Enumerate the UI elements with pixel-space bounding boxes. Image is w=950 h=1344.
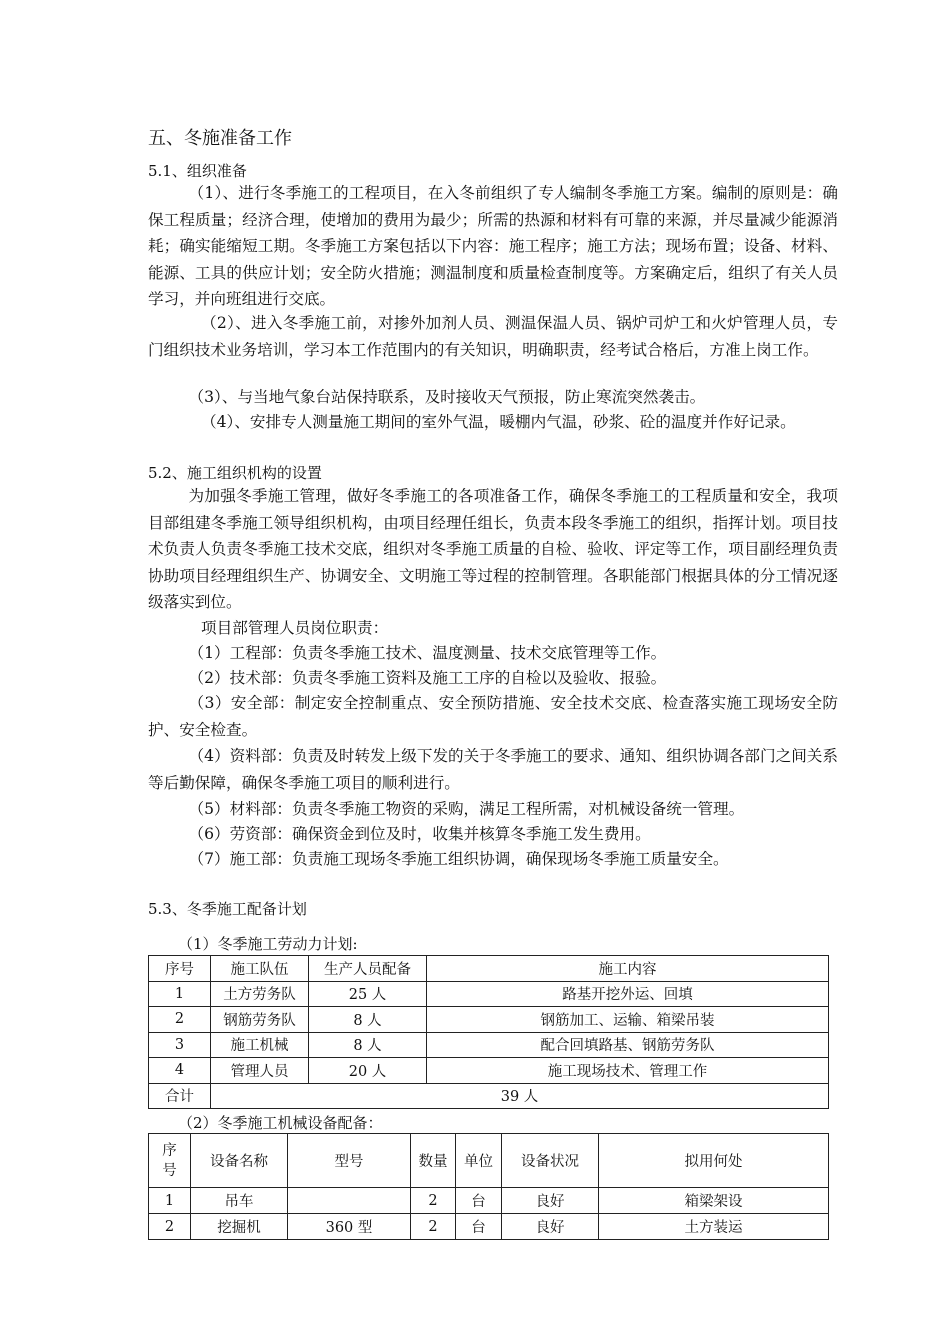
header-cell: 序号 bbox=[149, 956, 211, 982]
table-cell: 25 人 bbox=[309, 981, 427, 1007]
table-row bbox=[149, 1214, 829, 1240]
table-row bbox=[149, 1007, 829, 1033]
paragraph-5-1-2: （2）、进入冬季施工前，对掺外加剂人员、测温保温人员、锅炉司炉工和火炉管理人员，专门组织技术业务培训，学习本工作范围内的有关知识，明确职责，经考试合格后，方准上岗工作。 bbox=[148, 314, 838, 359]
duty-documents: （4）资料部：负责及时转发上级下发的关于冬季施工的要求、通知、组织协调各部门之间关系等后勤保障，确保冬季施工项目的顺利进行。 bbox=[148, 747, 838, 792]
header-cell: 拟用何处 bbox=[599, 1134, 829, 1188]
header-cell: 施工内容 bbox=[427, 956, 829, 982]
header-cell: 单位 bbox=[456, 1134, 502, 1188]
paragraph-5-2-1: 为加强冬季施工管理，做好冬季施工的各项准备工作，确保冬季施工的工程质量和安全，我项目部组建冬季施工领导组织机构，由项目经理任组长，负责本段冬季施工的组织，指挥计划。项目技术负责人负责冬季施工技术交底，组织对冬季施工质量的自检、验收、评定等工作，项目副经理负责协助项目经理组织生产、协调安全、文明施工等过程的控制管理。各职能部门根据具体的分工情况逐级落实到位。 bbox=[148, 487, 838, 611]
table-row bbox=[149, 1058, 829, 1084]
header-cell: 生产人员配备 bbox=[309, 956, 427, 982]
table-cell bbox=[288, 1188, 411, 1214]
table-cell: 1 bbox=[149, 981, 211, 1007]
table-header-row bbox=[149, 956, 829, 982]
table-cell: 土方装运 bbox=[599, 1214, 829, 1240]
paragraph-5-1-1: （1）、进行冬季施工的工程项目，在入冬前组织了专人编制冬季施工方案。编制的原则是：确保工程质量；经济合理，使增加的费用为最少；所需的热源和材料有可靠的来源，并尽量减少能源消耗；确实能缩短工期。冬季施工方案包括以下内容：施工程序；施工方法；现场布置；设备、材料、能源、工具的供应计划；安全防火措施；测温制度和质量检查制度等。方案确定后，组织了有关人员学习，并向班组进行交底。 bbox=[148, 184, 838, 308]
table-cell: 2 bbox=[411, 1214, 456, 1240]
table-cell: 2 bbox=[149, 1214, 191, 1240]
table-cell: 3 bbox=[149, 1032, 211, 1058]
paragraph-5-1-4: （4）、安排专人测量施工期间的室外气温，暖棚内气温，砂浆、砼的温度并作好记录。 bbox=[201, 413, 796, 431]
table-row bbox=[149, 981, 829, 1007]
duty-safety: （3）安全部：制定安全控制重点、安全预防措施、安全技术交底、检查落实施工现场安全防护、安全检查。 bbox=[148, 694, 838, 739]
duty-materials: （5）材料部：负责冬季施工物资的采购，满足工程所需，对机械设备统一管理。 bbox=[188, 800, 745, 818]
table-cell: 施工机械 bbox=[211, 1032, 309, 1058]
table-row bbox=[149, 1188, 829, 1214]
table-cell: 钢筋劳务队 bbox=[211, 1007, 309, 1033]
heading-5-2: 5.2、施工组织机构的设置 bbox=[148, 464, 322, 482]
table-cell: 良好 bbox=[502, 1188, 599, 1214]
table-cell: 良好 bbox=[502, 1214, 599, 1240]
table-cell: 路基开挖外运、回填 bbox=[427, 981, 829, 1007]
table-cell: 8 人 bbox=[309, 1007, 427, 1033]
table-cell: 管理人员 bbox=[211, 1058, 309, 1084]
table-cell: 2 bbox=[411, 1188, 456, 1214]
header-cell: 设备状况 bbox=[502, 1134, 599, 1188]
duty-engineering: （1）工程部：负责冬季施工技术、温度测量、技术交底管理等工作。 bbox=[188, 644, 667, 662]
heading-5-3: 5.3、冬季施工配备计划 bbox=[148, 900, 307, 918]
table-cell: 施工现场技术、管理工作 bbox=[427, 1058, 829, 1084]
table-cell: 20 人 bbox=[309, 1058, 427, 1084]
table-cell: 钢筋加工、运输、箱梁吊装 bbox=[427, 1007, 829, 1033]
table-cell: 4 bbox=[149, 1058, 211, 1084]
paragraph-5-1-3: （3）、与当地气象台站保持联系，及时接收天气预报，防止寒流突然袭击。 bbox=[188, 388, 706, 406]
header-cell: 设备名称 bbox=[191, 1134, 288, 1188]
header-cell: 型号 bbox=[288, 1134, 411, 1188]
total-value: 39 人 bbox=[211, 1083, 829, 1109]
table-cell: 挖掘机 bbox=[191, 1214, 288, 1240]
table-cell: 2 bbox=[149, 1007, 211, 1033]
table-cell: 台 bbox=[456, 1188, 502, 1214]
table-cell: 吊车 bbox=[191, 1188, 288, 1214]
labor-plan-table bbox=[148, 955, 829, 1109]
duty-construction: （7）施工部：负责施工现场冬季施工组织协调，确保现场冬季施工质量安全。 bbox=[188, 850, 729, 868]
table-row bbox=[149, 1032, 829, 1058]
duties-intro: 项目部管理人员岗位职责： bbox=[201, 619, 389, 637]
duty-labor: （6）劳资部：确保资金到位及时，收集并核算冬季施工发生费用。 bbox=[188, 825, 651, 843]
equipment-plan-table bbox=[148, 1133, 829, 1240]
table-total-row bbox=[149, 1083, 829, 1109]
table-header-row bbox=[149, 1134, 829, 1188]
table-cell: 360 型 bbox=[288, 1214, 411, 1240]
header-cell bbox=[149, 1134, 191, 1188]
duty-technical: （2）技术部：负责冬季施工资料及施工工序的自检以及验收、报验。 bbox=[188, 669, 667, 687]
equipment-plan-caption: （2）冬季施工机械设备配备： bbox=[178, 1114, 383, 1132]
header-cell: 施工队伍 bbox=[211, 956, 309, 982]
table-cell: 8 人 bbox=[309, 1032, 427, 1058]
heading-5-1: 5.1、组织准备 bbox=[148, 162, 247, 180]
table-cell: 土方劳务队 bbox=[211, 981, 309, 1007]
total-label: 合计 bbox=[149, 1083, 211, 1109]
table-cell: 箱梁架设 bbox=[599, 1188, 829, 1214]
labor-plan-caption: （1）冬季施工劳动力计划: bbox=[178, 935, 358, 953]
header-seq-text: 序号 bbox=[162, 1142, 177, 1179]
header-cell: 数量 bbox=[411, 1134, 456, 1188]
table-cell: 台 bbox=[456, 1214, 502, 1240]
table-cell: 1 bbox=[149, 1188, 191, 1214]
section-title: 五、冬施准备工作 bbox=[148, 128, 292, 149]
table-cell: 配合回填路基、钢筋劳务队 bbox=[427, 1032, 829, 1058]
